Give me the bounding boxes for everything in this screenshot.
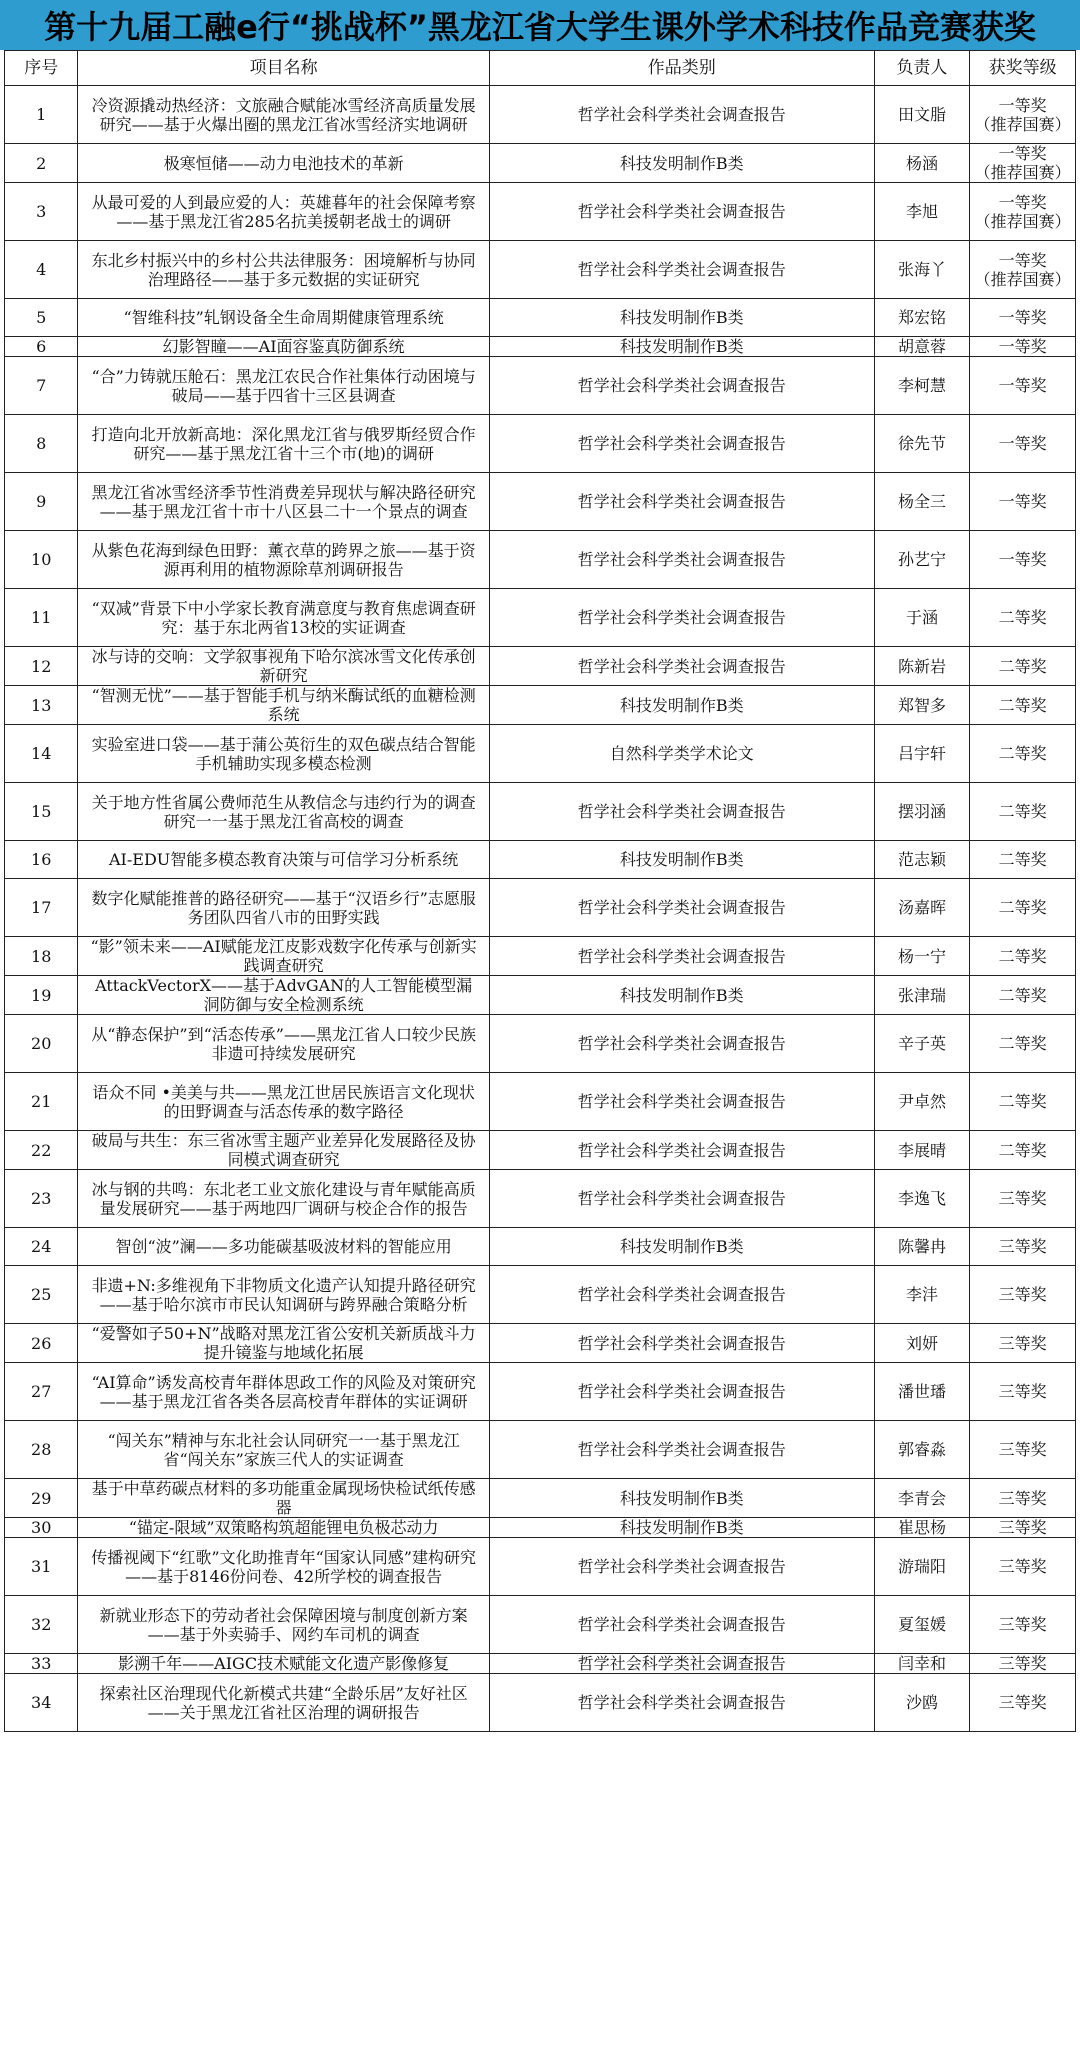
cell-category: 哲学社会科学类社会调查报告 bbox=[489, 1131, 874, 1170]
table-row bbox=[5, 589, 1076, 647]
cell-serial-number: 1 bbox=[5, 86, 78, 144]
cell-category: 哲学社会科学类社会调查报告 bbox=[489, 1170, 874, 1228]
cell-leader: 陈馨冉 bbox=[874, 1228, 969, 1266]
cell-project-name: 极寒恒储——动力电池技术的革新 bbox=[78, 144, 489, 183]
table-row bbox=[5, 841, 1076, 879]
awards-table bbox=[4, 50, 1076, 1732]
cell-serial-number: 34 bbox=[5, 1674, 78, 1732]
cell-leader: 游瑞阳 bbox=[874, 1538, 969, 1596]
cell-award-level: 三等奖 bbox=[970, 1538, 1076, 1596]
cell-award-level: 一等奖 （推荐国赛） bbox=[970, 183, 1076, 241]
table-row bbox=[5, 725, 1076, 783]
cell-leader: 田文脂 bbox=[874, 86, 969, 144]
cell-award-level: 二等奖 bbox=[970, 937, 1076, 976]
cell-project-name: “闯关东”精神与东北社会认同研究一一基于黑龙江省“闯关东”家族三代人的实证调查 bbox=[78, 1421, 489, 1479]
cell-leader: 夏玺媛 bbox=[874, 1596, 969, 1654]
cell-category: 哲学社会科学类社会调查报告 bbox=[489, 1324, 874, 1363]
cell-leader: 于涵 bbox=[874, 589, 969, 647]
cell-leader: 刘妍 bbox=[874, 1324, 969, 1363]
cell-award-level: 三等奖 bbox=[970, 1266, 1076, 1324]
cell-category: 科技发明制作B类 bbox=[489, 337, 874, 357]
table-row bbox=[5, 783, 1076, 841]
cell-serial-number: 9 bbox=[5, 473, 78, 531]
cell-award-level: 三等奖 bbox=[970, 1479, 1076, 1518]
cell-project-name: 传播视阈下“红歌”文化助推青年“国家认同感”建构研究——基于8146份问卷、42所学校的调查报告 bbox=[78, 1538, 489, 1596]
cell-award-level: 三等奖 bbox=[970, 1596, 1076, 1654]
cell-category: 哲学社会科学类社会调查报告 bbox=[489, 1015, 874, 1073]
cell-leader: 郭睿淼 bbox=[874, 1421, 969, 1479]
header-serial-number: 序号 bbox=[5, 51, 78, 86]
cell-award-level: 二等奖 bbox=[970, 783, 1076, 841]
cell-project-name: 东北乡村振兴中的乡村公共法律服务：困境解析与协同治理路径——基于多元数据的实证研究 bbox=[78, 241, 489, 299]
table-row bbox=[5, 1131, 1076, 1170]
cell-serial-number: 21 bbox=[5, 1073, 78, 1131]
cell-award-level: 一等奖 bbox=[970, 415, 1076, 473]
cell-leader: 崔思杨 bbox=[874, 1518, 969, 1538]
cell-leader: 李青会 bbox=[874, 1479, 969, 1518]
cell-serial-number: 28 bbox=[5, 1421, 78, 1479]
table-row bbox=[5, 976, 1076, 1015]
cell-serial-number: 13 bbox=[5, 686, 78, 725]
cell-leader: 郑智多 bbox=[874, 686, 969, 725]
cell-serial-number: 24 bbox=[5, 1228, 78, 1266]
cell-category: 哲学社会科学类社会调查报告 bbox=[489, 1073, 874, 1131]
cell-award-level: 一等奖 （推荐国赛） bbox=[970, 86, 1076, 144]
cell-leader: 杨一宁 bbox=[874, 937, 969, 976]
cell-award-level: 二等奖 bbox=[970, 841, 1076, 879]
cell-category: 哲学社会科学类社会调查报告 bbox=[489, 183, 874, 241]
cell-project-name: 影溯千年——AIGC技术赋能文化遗产影像修复 bbox=[78, 1654, 489, 1674]
cell-leader: 陈新岩 bbox=[874, 647, 969, 686]
cell-serial-number: 15 bbox=[5, 783, 78, 841]
cell-category: 哲学社会科学类社会调查报告 bbox=[489, 241, 874, 299]
cell-project-name: 冷资源撬动热经济：文旅融合赋能冰雪经济高质量发展研究——基于火爆出圈的黑龙江省冰雪经济实地调研 bbox=[78, 86, 489, 144]
table-header-row bbox=[5, 51, 1076, 86]
cell-category: 哲学社会科学类社会调查报告 bbox=[489, 1363, 874, 1421]
cell-serial-number: 14 bbox=[5, 725, 78, 783]
cell-project-name: 从最可爱的人到最应爱的人：英雄暮年的社会保障考察——基于黑龙江省285名抗美援朝老战士的调研 bbox=[78, 183, 489, 241]
cell-category: 哲学社会科学类社会调查报告 bbox=[489, 86, 874, 144]
table-row bbox=[5, 1363, 1076, 1421]
page-title: 第十九届工融e行“挑战杯”黑龙江省大学生课外学术科技作品竞赛获奖 bbox=[0, 0, 1080, 50]
cell-project-name: AttackVectorX——基于AdvGAN的人工智能模型漏洞防御与安全检测系统 bbox=[78, 976, 489, 1015]
table-row bbox=[5, 1266, 1076, 1324]
cell-category: 哲学社会科学类社会调查报告 bbox=[489, 647, 874, 686]
cell-project-name: 新就业形态下的劳动者社会保障困境与制度创新方案——基于外卖骑手、网约车司机的调查 bbox=[78, 1596, 489, 1654]
table-row bbox=[5, 1228, 1076, 1266]
cell-award-level: 三等奖 bbox=[970, 1421, 1076, 1479]
cell-category: 哲学社会科学类社会调查报告 bbox=[489, 1596, 874, 1654]
cell-project-name: “影”领未来——AI赋能龙江皮影戏数字化传承与创新实践调查研究 bbox=[78, 937, 489, 976]
cell-leader: 汤嘉晖 bbox=[874, 879, 969, 937]
cell-award-level: 二等奖 bbox=[970, 589, 1076, 647]
cell-project-name: 探索社区治理现代化新模式共建“全龄乐居”友好社区——关于黑龙江省社区治理的调研报告 bbox=[78, 1674, 489, 1732]
cell-serial-number: 10 bbox=[5, 531, 78, 589]
cell-serial-number: 8 bbox=[5, 415, 78, 473]
cell-project-name: 幻影智瞳——AI面容鉴真防御系统 bbox=[78, 337, 489, 357]
table-row bbox=[5, 1538, 1076, 1596]
table-row bbox=[5, 415, 1076, 473]
table-row bbox=[5, 241, 1076, 299]
header-award-level: 获奖等级 bbox=[970, 51, 1076, 86]
cell-award-level: 一等奖 bbox=[970, 299, 1076, 337]
cell-project-name: 打造向北开放新高地：深化黑龙江省与俄罗斯经贸合作研究——基于黑龙江省十三个市(地)的调研 bbox=[78, 415, 489, 473]
cell-category: 哲学社会科学类社会调查报告 bbox=[489, 1421, 874, 1479]
cell-serial-number: 33 bbox=[5, 1654, 78, 1674]
cell-category: 自然科学类学术论文 bbox=[489, 725, 874, 783]
cell-category: 科技发明制作B类 bbox=[489, 1479, 874, 1518]
header-category: 作品类别 bbox=[489, 51, 874, 86]
cell-leader: 杨涵 bbox=[874, 144, 969, 183]
table-row bbox=[5, 937, 1076, 976]
cell-category: 哲学社会科学类社会调查报告 bbox=[489, 473, 874, 531]
table-row bbox=[5, 1421, 1076, 1479]
cell-award-level: 二等奖 bbox=[970, 647, 1076, 686]
cell-serial-number: 20 bbox=[5, 1015, 78, 1073]
cell-leader: 张海丫 bbox=[874, 241, 969, 299]
cell-serial-number: 4 bbox=[5, 241, 78, 299]
cell-serial-number: 29 bbox=[5, 1479, 78, 1518]
cell-project-name: “双减”背景下中小学家长教育满意度与教育焦虑调查研究：基于东北两省13校的实证调查 bbox=[78, 589, 489, 647]
cell-serial-number: 23 bbox=[5, 1170, 78, 1228]
table-row bbox=[5, 531, 1076, 589]
cell-category: 哲学社会科学类社会调查报告 bbox=[489, 531, 874, 589]
cell-project-name: 黑龙江省冰雪经济季节性消费差异现状与解决路径研究——基于黑龙江省十市十八区县二十一个景点的调查 bbox=[78, 473, 489, 531]
cell-project-name: 冰与钢的共鸣：东北老工业文旅化建设与青年赋能高质量发展研究——基于两地四厂调研与校企合作的报告 bbox=[78, 1170, 489, 1228]
cell-category: 哲学社会科学类社会调查报告 bbox=[489, 1674, 874, 1732]
table-row bbox=[5, 1596, 1076, 1654]
cell-project-name: “锚定-限域”双策略构筑超能锂电负极芯动力 bbox=[78, 1518, 489, 1538]
cell-project-name: “合”力铸就压舱石：黑龙江农民合作社集体行动困境与破局——基于四省十三区县调查 bbox=[78, 357, 489, 415]
cell-award-level: 一等奖 （推荐国赛） bbox=[970, 241, 1076, 299]
table-row bbox=[5, 144, 1076, 183]
cell-award-level: 三等奖 bbox=[970, 1674, 1076, 1732]
cell-serial-number: 6 bbox=[5, 337, 78, 357]
cell-category: 科技发明制作B类 bbox=[489, 299, 874, 337]
table-row bbox=[5, 299, 1076, 337]
cell-project-name: 从紫色花海到绿色田野：薰衣草的跨界之旅——基于资源再利用的植物源除草剂调研报告 bbox=[78, 531, 489, 589]
cell-project-name: 关于地方性省属公费师范生从教信念与违约行为的调查研究一一基于黑龙江省高校的调查 bbox=[78, 783, 489, 841]
cell-award-level: 一等奖 bbox=[970, 531, 1076, 589]
cell-leader: 闫幸和 bbox=[874, 1654, 969, 1674]
cell-award-level: 一等奖 bbox=[970, 357, 1076, 415]
cell-serial-number: 11 bbox=[5, 589, 78, 647]
cell-category: 哲学社会科学类社会调查报告 bbox=[489, 1538, 874, 1596]
cell-leader: 孙艺宁 bbox=[874, 531, 969, 589]
cell-serial-number: 31 bbox=[5, 1538, 78, 1596]
cell-leader: 摆羽涵 bbox=[874, 783, 969, 841]
cell-leader: 郑宏铭 bbox=[874, 299, 969, 337]
cell-project-name: “AI算命”诱发高校青年群体思政工作的风险及对策研究——基于黑龙江省各类各层高校青年群体的实证调研 bbox=[78, 1363, 489, 1421]
cell-project-name: 实验室进口袋——基于蒲公英衍生的双色碳点结合智能手机辅助实现多模态检测 bbox=[78, 725, 489, 783]
cell-award-level: 三等奖 bbox=[970, 1170, 1076, 1228]
cell-leader: 胡意蓉 bbox=[874, 337, 969, 357]
table-row bbox=[5, 1674, 1076, 1732]
cell-serial-number: 3 bbox=[5, 183, 78, 241]
table-row bbox=[5, 183, 1076, 241]
cell-serial-number: 5 bbox=[5, 299, 78, 337]
cell-project-name: 破局与共生：东三省冰雪主题产业差异化发展路径及协同模式调查研究 bbox=[78, 1131, 489, 1170]
cell-leader: 李逸飞 bbox=[874, 1170, 969, 1228]
cell-award-level: 三等奖 bbox=[970, 1654, 1076, 1674]
cell-serial-number: 19 bbox=[5, 976, 78, 1015]
cell-category: 哲学社会科学类社会调查报告 bbox=[489, 783, 874, 841]
cell-leader: 杨全三 bbox=[874, 473, 969, 531]
cell-serial-number: 2 bbox=[5, 144, 78, 183]
table-row bbox=[5, 1073, 1076, 1131]
table-row bbox=[5, 647, 1076, 686]
cell-award-level: 二等奖 bbox=[970, 879, 1076, 937]
table-row bbox=[5, 1518, 1076, 1538]
cell-serial-number: 18 bbox=[5, 937, 78, 976]
header-leader: 负责人 bbox=[874, 51, 969, 86]
table-row bbox=[5, 1654, 1076, 1674]
cell-leader: 李沣 bbox=[874, 1266, 969, 1324]
cell-project-name: AI-EDU智能多模态教育决策与可信学习分析系统 bbox=[78, 841, 489, 879]
cell-award-level: 二等奖 bbox=[970, 1073, 1076, 1131]
cell-award-level: 一等奖 bbox=[970, 473, 1076, 531]
cell-award-level: 三等奖 bbox=[970, 1324, 1076, 1363]
cell-category: 科技发明制作B类 bbox=[489, 976, 874, 1015]
cell-project-name: 基于中草药碳点材料的多功能重金属现场快检试纸传感器 bbox=[78, 1479, 489, 1518]
cell-category: 哲学社会科学类社会调查报告 bbox=[489, 589, 874, 647]
cell-leader: 李旭 bbox=[874, 183, 969, 241]
cell-award-level: 二等奖 bbox=[970, 1131, 1076, 1170]
cell-category: 科技发明制作B类 bbox=[489, 144, 874, 183]
cell-serial-number: 25 bbox=[5, 1266, 78, 1324]
cell-award-level: 三等奖 bbox=[970, 1518, 1076, 1538]
cell-project-name: 数字化赋能推普的路径研究——基于“汉语乡行”志愿服务团队四省八市的田野实践 bbox=[78, 879, 489, 937]
cell-serial-number: 30 bbox=[5, 1518, 78, 1538]
cell-project-name: “爱警如子50+N”战略对黑龙江省公安机关新质战斗力提升镜鉴与地域化拓展 bbox=[78, 1324, 489, 1363]
table-row bbox=[5, 879, 1076, 937]
cell-category: 哲学社会科学类社会调查报告 bbox=[489, 1654, 874, 1674]
cell-leader: 徐先节 bbox=[874, 415, 969, 473]
cell-leader: 辛子英 bbox=[874, 1015, 969, 1073]
cell-category: 哲学社会科学类社会调查报告 bbox=[489, 879, 874, 937]
cell-leader: 范志颖 bbox=[874, 841, 969, 879]
cell-award-level: 二等奖 bbox=[970, 725, 1076, 783]
cell-award-level: 一等奖 （推荐国赛） bbox=[970, 144, 1076, 183]
table-row bbox=[5, 357, 1076, 415]
cell-leader: 沙鸥 bbox=[874, 1674, 969, 1732]
cell-leader: 李展晴 bbox=[874, 1131, 969, 1170]
cell-award-level: 二等奖 bbox=[970, 1015, 1076, 1073]
cell-award-level: 三等奖 bbox=[970, 1228, 1076, 1266]
cell-serial-number: 27 bbox=[5, 1363, 78, 1421]
cell-project-name: 冰与诗的交响：文学叙事视角下哈尔滨冰雪文化传承创新研究 bbox=[78, 647, 489, 686]
cell-leader: 李柯慧 bbox=[874, 357, 969, 415]
table-row bbox=[5, 1015, 1076, 1073]
cell-category: 科技发明制作B类 bbox=[489, 1228, 874, 1266]
cell-project-name: 智创“波”澜——多功能碳基吸波材料的智能应用 bbox=[78, 1228, 489, 1266]
cell-award-level: 二等奖 bbox=[970, 976, 1076, 1015]
cell-award-level: 一等奖 bbox=[970, 337, 1076, 357]
table-row bbox=[5, 1170, 1076, 1228]
table-row bbox=[5, 86, 1076, 144]
cell-project-name: “智测无忧”——基于智能手机与纳米酶试纸的血糖检测系统 bbox=[78, 686, 489, 725]
cell-project-name: 非遗+N:多维视角下非物质文化遗产认知提升路径研究——基于哈尔滨市市民认知调研与跨界融合策略分析 bbox=[78, 1266, 489, 1324]
cell-category: 科技发明制作B类 bbox=[489, 686, 874, 725]
table-row bbox=[5, 686, 1076, 725]
cell-serial-number: 16 bbox=[5, 841, 78, 879]
cell-project-name: 语众不同 •美美与共——黑龙江世居民族语言文化现状的田野调查与活态传承的数字路径 bbox=[78, 1073, 489, 1131]
cell-award-level: 三等奖 bbox=[970, 1363, 1076, 1421]
cell-category: 哲学社会科学类社会调查报告 bbox=[489, 357, 874, 415]
cell-project-name: “智维科技”轧钢设备全生命周期健康管理系统 bbox=[78, 299, 489, 337]
table-row bbox=[5, 473, 1076, 531]
cell-category: 科技发明制作B类 bbox=[489, 841, 874, 879]
cell-leader: 张津瑞 bbox=[874, 976, 969, 1015]
cell-serial-number: 7 bbox=[5, 357, 78, 415]
cell-leader: 尹卓然 bbox=[874, 1073, 969, 1131]
header-project-name: 项目名称 bbox=[78, 51, 489, 86]
cell-category: 科技发明制作B类 bbox=[489, 1518, 874, 1538]
cell-project-name: 从“静态保护”到“活态传承”——黑龙江省人口较少民族非遗可持续发展研究 bbox=[78, 1015, 489, 1073]
table-row bbox=[5, 1479, 1076, 1518]
cell-category: 哲学社会科学类社会调查报告 bbox=[489, 415, 874, 473]
cell-serial-number: 32 bbox=[5, 1596, 78, 1654]
cell-leader: 吕宇轩 bbox=[874, 725, 969, 783]
cell-serial-number: 26 bbox=[5, 1324, 78, 1363]
cell-award-level: 二等奖 bbox=[970, 686, 1076, 725]
cell-leader: 潘世璠 bbox=[874, 1363, 969, 1421]
cell-serial-number: 22 bbox=[5, 1131, 78, 1170]
cell-serial-number: 17 bbox=[5, 879, 78, 937]
table-row bbox=[5, 337, 1076, 357]
cell-category: 哲学社会科学类社会调查报告 bbox=[489, 1266, 874, 1324]
table-row bbox=[5, 1324, 1076, 1363]
cell-category: 哲学社会科学类社会调查报告 bbox=[489, 937, 874, 976]
cell-serial-number: 12 bbox=[5, 647, 78, 686]
